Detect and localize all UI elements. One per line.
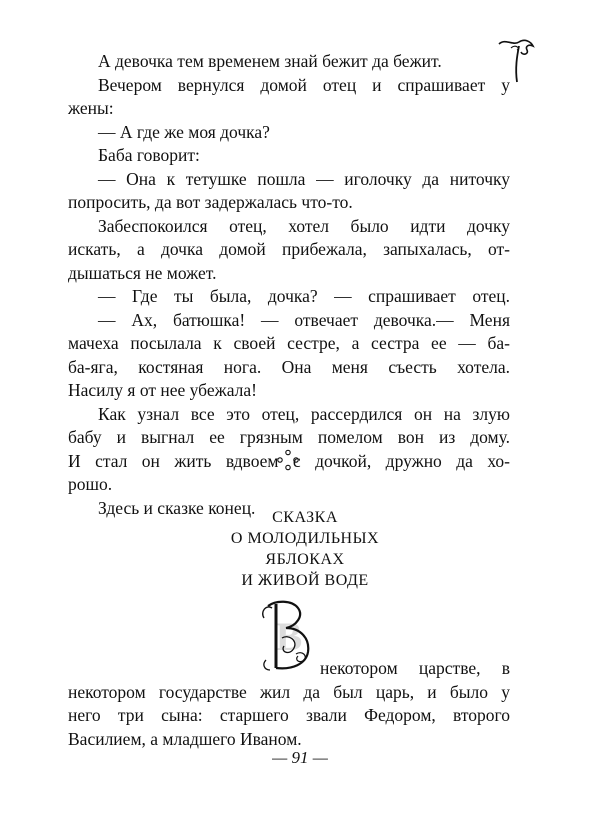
text-line: — Где ты была, дочка? — спрашивает отец.: [98, 286, 510, 306]
text-line: — Она к тетушке пошла — иголочку да ниточку: [98, 168, 510, 189]
text-line: Здесь и сказке конец.: [98, 497, 256, 518]
paragraph: [68, 50, 510, 74]
text-line: Забеспокоился отец, хотел было идти дочку: [98, 215, 510, 236]
text-line: — А где же моя дочка?: [98, 121, 270, 142]
paragraph-cont: [68, 238, 510, 262]
title-line: О МОЛОДИЛЬНЫХ: [230, 530, 380, 547]
paragraph: [68, 309, 510, 333]
paragraph-cont: [68, 332, 510, 356]
paragraph-cont: [68, 473, 510, 497]
paragraph-cont: [68, 379, 510, 403]
paragraph: [68, 403, 510, 427]
text-line: некотором царстве, в: [320, 658, 510, 678]
text-line: Как узнал все это отец, рассердился он на злую: [98, 403, 510, 424]
text-line: Насилу я от нее убежала!: [68, 380, 257, 400]
text-line: попросить, да вот задержалась что-то.: [68, 192, 353, 212]
text-line: некотором государстве жил да был царь, и было у: [68, 681, 510, 702]
text-line: А девочка тем временем знай бежит да бежит.: [98, 51, 442, 71]
paragraph: [68, 285, 510, 309]
paragraph: [68, 121, 510, 145]
paragraph-cont: [68, 191, 510, 215]
text-line: И стал он жить вдвоем с дочкой, дружно да хо-: [68, 450, 510, 471]
text-line: жены:: [68, 98, 114, 118]
section-divider-icon: [276, 449, 300, 471]
paragraph: [68, 215, 510, 239]
title-line: И ЖИВОЙ ВОДЕ: [241, 572, 369, 589]
text-line: дышаться не может.: [68, 262, 217, 283]
text-line: Вечером вернулся домой отец и спрашивает у: [98, 74, 510, 95]
title-line: СКАЗКА: [272, 509, 338, 526]
text-line: рошо.: [68, 474, 113, 494]
title-line: ЯБЛОКАХ: [265, 551, 345, 568]
text-line: мачеха посылала к своей сестре, а сестра ее — ба-: [68, 333, 510, 353]
text-line: Василием, а младшего Иваном.: [68, 728, 302, 749]
paragraph-cont: [68, 356, 510, 380]
text-line: Баба говорит:: [98, 145, 200, 165]
paragraph: [68, 168, 510, 192]
text-line: ба-яга, костяная нога. Она меня съесть хотела.: [68, 356, 510, 377]
paragraph: [68, 74, 510, 98]
paragraph-cont: [68, 426, 510, 450]
story-opening: [68, 657, 510, 751]
text-line: — Ах, батюшка! — отвечает девочка.— Меня: [98, 309, 510, 330]
text-line: бабу и выгнал ее грязным помелом вон из дому.: [68, 427, 510, 447]
text-line: искать, а дочка домой прибежала, запыхалась, от-: [68, 239, 510, 259]
paragraph-cont: [68, 97, 510, 121]
drop-cap-letter: В: [275, 614, 303, 659]
story-title: [190, 507, 420, 591]
page-number: — 91 —: [272, 748, 328, 767]
paragraph: [68, 144, 510, 168]
text-line: него три сына: старшего звали Федором, второго: [68, 705, 510, 725]
paragraph-cont: [68, 262, 510, 286]
